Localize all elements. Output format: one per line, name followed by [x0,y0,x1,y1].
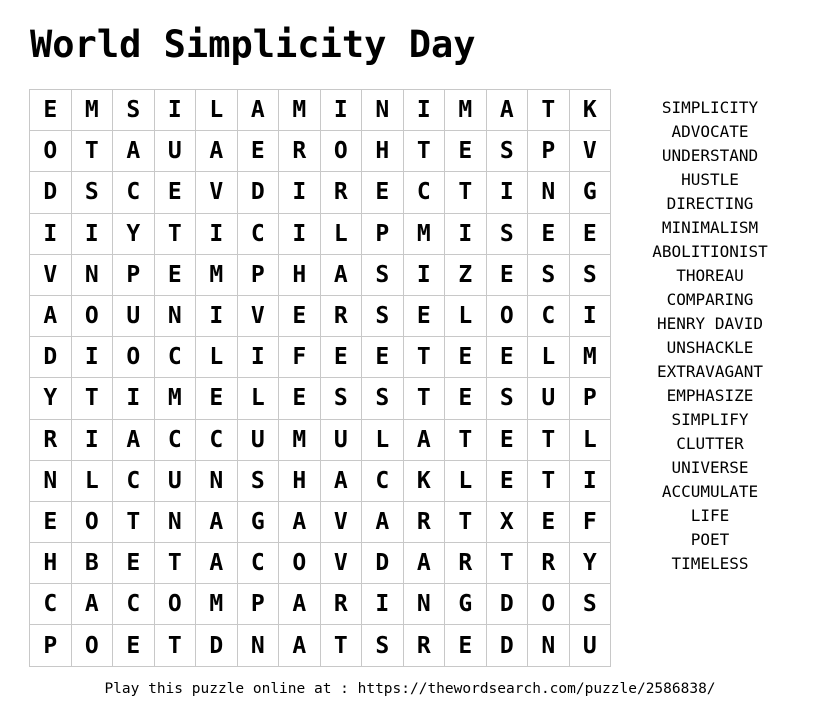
letter-grid [29,89,611,667]
grid-cell[interactable]: D [362,543,404,584]
grid-cell[interactable]: E [238,131,280,172]
grid-cell[interactable]: E [570,214,612,255]
grid-cell[interactable]: V [321,543,363,584]
grid-cell[interactable]: L [321,214,363,255]
grid-cell[interactable]: G [445,584,487,625]
grid-cell[interactable]: C [113,584,155,625]
word-list-item: LIFE [690,506,730,525]
grid-cell[interactable]: A [113,131,155,172]
grid-cell[interactable]: C [196,420,238,461]
grid-cell[interactable]: L [570,420,612,461]
grid-cell[interactable]: C [155,337,197,378]
grid-cell[interactable]: S [72,172,114,213]
grid-cell[interactable]: L [72,461,114,502]
grid-cell[interactable]: T [404,337,446,378]
grid-cell[interactable]: I [72,214,114,255]
grid-cell[interactable]: S [238,461,280,502]
grid-cell[interactable]: E [445,337,487,378]
grid-cell[interactable]: N [528,172,570,213]
grid-cell[interactable]: P [113,255,155,296]
grid-cell[interactable]: T [445,172,487,213]
grid-cell[interactable]: H [362,131,404,172]
grid-cell[interactable]: S [528,255,570,296]
grid-cell[interactable]: U [570,625,612,666]
word-list-item: ABOLITIONIST [652,242,768,261]
grid-cell[interactable]: N [155,296,197,337]
grid-cell[interactable]: I [113,378,155,419]
grid-cell[interactable]: M [279,90,321,131]
grid-cell[interactable]: R [321,584,363,625]
grid-cell[interactable]: I [279,214,321,255]
grid-cell[interactable]: A [279,502,321,543]
grid-cell[interactable]: I [72,420,114,461]
grid-cell[interactable]: E [445,131,487,172]
word-list-item: ADVOCATE [671,122,749,141]
grid-cell[interactable]: I [404,255,446,296]
grid-cell[interactable]: L [362,420,404,461]
grid-cell[interactable]: G [238,502,280,543]
grid-cell[interactable]: T [72,131,114,172]
grid-cell[interactable]: S [362,255,404,296]
grid-cell[interactable]: A [196,131,238,172]
grid-cell[interactable]: R [321,296,363,337]
grid-cell[interactable]: Y [30,378,72,419]
grid-cell[interactable]: E [196,378,238,419]
grid-cell[interactable]: A [196,502,238,543]
grid-cell[interactable]: N [362,90,404,131]
grid-cell[interactable]: U [528,378,570,419]
word-list-item: TIMELESS [671,554,749,573]
grid-cell[interactable]: A [404,420,446,461]
grid-cell[interactable]: L [445,461,487,502]
grid-cell[interactable]: T [487,543,529,584]
grid-cell[interactable]: C [238,214,280,255]
grid-cell[interactable]: C [30,584,72,625]
grid-cell[interactable]: C [404,172,446,213]
grid-cell[interactable]: S [113,90,155,131]
grid-cell[interactable]: I [238,337,280,378]
grid-cell[interactable]: S [321,378,363,419]
word-list-item: UNSHACKLE [666,338,754,357]
grid-cell[interactable]: Z [445,255,487,296]
grid-cell[interactable]: M [155,378,197,419]
grid-cell[interactable]: P [362,214,404,255]
grid-cell[interactable]: A [30,296,72,337]
grid-cell[interactable]: D [487,625,529,666]
grid-cell[interactable]: U [155,461,197,502]
grid-cell[interactable]: B [72,543,114,584]
grid-cell[interactable]: M [196,584,238,625]
grid-cell[interactable]: F [279,337,321,378]
grid-cell[interactable]: A [487,90,529,131]
grid-cell[interactable]: T [445,502,487,543]
grid-cell[interactable]: M [404,214,446,255]
grid-cell[interactable]: P [528,131,570,172]
grid-cell[interactable]: D [238,172,280,213]
grid-cell[interactable]: E [30,502,72,543]
grid-cell[interactable]: Y [570,543,612,584]
grid-cell[interactable]: D [30,172,72,213]
grid-cell[interactable]: V [30,255,72,296]
grid-cell[interactable]: S [487,214,529,255]
grid-cell[interactable]: R [404,625,446,666]
grid-cell[interactable]: E [279,296,321,337]
grid-cell[interactable]: A [321,461,363,502]
footer-link-text: Play this puzzle online at : https://thewordsearch.com/puzzle/2586838/ [104,681,716,697]
grid-cell[interactable]: N [196,461,238,502]
grid-cell[interactable]: T [445,420,487,461]
grid-cell[interactable]: I [321,90,363,131]
grid-cell[interactable]: T [528,90,570,131]
grid-cell[interactable]: T [528,420,570,461]
word-list-item: THOREAU [676,266,744,285]
grid-cell[interactable]: G [570,172,612,213]
word-list-item: HUSTLE [681,170,739,189]
grid-cell[interactable]: H [279,461,321,502]
grid-cell[interactable]: H [30,543,72,584]
word-list-item: SIMPLICITY [661,98,759,117]
grid-cell[interactable]: F [570,502,612,543]
grid-cell[interactable]: A [404,543,446,584]
grid-cell[interactable]: I [196,214,238,255]
grid-cell[interactable]: I [404,90,446,131]
grid-cell[interactable]: E [487,420,529,461]
grid-cell[interactable]: M [72,90,114,131]
word-list-item: HENRY DAVID [657,314,763,333]
grid-cell[interactable]: T [404,378,446,419]
grid-cell[interactable]: L [196,337,238,378]
grid-cell[interactable]: S [362,625,404,666]
grid-cell[interactable]: V [196,172,238,213]
grid-cell[interactable]: E [487,461,529,502]
grid-cell[interactable]: S [570,255,612,296]
grid-cell[interactable]: S [362,296,404,337]
grid-cell[interactable]: T [321,625,363,666]
grid-cell[interactable]: I [279,172,321,213]
grid-cell[interactable]: E [155,172,197,213]
grid-cell[interactable]: O [155,584,197,625]
grid-cell[interactable]: S [362,378,404,419]
grid-cell[interactable]: I [570,296,612,337]
word-list-item: EXTRAVAGANT [657,362,763,381]
grid-cell[interactable]: P [570,378,612,419]
grid-cell[interactable]: R [404,502,446,543]
grid-cell[interactable]: O [279,543,321,584]
grid-cell[interactable]: R [321,172,363,213]
word-list-item: ACCUMULATE [661,482,759,501]
word-list-item: DIRECTING [666,194,754,213]
grid-cell[interactable]: E [528,502,570,543]
grid-cell[interactable]: A [279,625,321,666]
grid-cell[interactable]: I [196,296,238,337]
grid-cell[interactable]: Y [113,214,155,255]
grid-cell[interactable]: E [321,337,363,378]
grid-cell[interactable]: N [528,625,570,666]
grid-cell[interactable]: N [238,625,280,666]
grid-cell[interactable]: E [155,255,197,296]
grid-cell[interactable]: A [113,420,155,461]
grid-cell[interactable]: S [487,378,529,419]
grid-cell[interactable]: O [72,502,114,543]
grid-cell[interactable]: E [487,337,529,378]
grid-cell[interactable]: T [155,214,197,255]
grid-cell[interactable]: E [362,337,404,378]
grid-cell[interactable]: U [321,420,363,461]
grid-cell[interactable]: E [113,543,155,584]
puzzle-title: World Simplicity Day [30,23,476,66]
grid-cell[interactable]: K [570,90,612,131]
grid-cell[interactable]: A [196,543,238,584]
grid-cell[interactable]: O [321,131,363,172]
grid-cell[interactable]: C [155,420,197,461]
grid-cell[interactable]: A [72,584,114,625]
grid-cell[interactable]: A [279,584,321,625]
grid-cell[interactable]: O [487,296,529,337]
word-list-item: COMPARING [666,290,754,309]
grid-cell[interactable]: T [404,131,446,172]
grid-cell[interactable]: S [570,584,612,625]
word-list-item: SIMPLIFY [671,410,749,429]
word-list-item: EMPHASIZE [666,386,754,405]
grid-cell[interactable]: T [72,378,114,419]
grid-cell[interactable]: A [238,90,280,131]
grid-cell[interactable]: C [362,461,404,502]
grid-cell[interactable]: L [528,337,570,378]
grid-cell[interactable]: N [30,461,72,502]
grid-cell[interactable]: I [30,214,72,255]
grid-cell[interactable]: A [321,255,363,296]
grid-cell[interactable]: N [72,255,114,296]
grid-cell[interactable]: T [528,461,570,502]
grid-cell[interactable]: C [113,461,155,502]
grid-cell[interactable]: A [362,502,404,543]
grid-cell[interactable]: M [445,90,487,131]
grid-cell[interactable]: H [279,255,321,296]
grid-cell[interactable]: K [404,461,446,502]
grid-cell[interactable]: C [113,172,155,213]
word-list [640,96,780,576]
grid-cell[interactable]: L [238,378,280,419]
grid-cell[interactable]: P [238,584,280,625]
grid-cell[interactable]: L [196,90,238,131]
grid-cell[interactable]: M [570,337,612,378]
grid-cell[interactable]: E [404,296,446,337]
grid-cell[interactable]: N [404,584,446,625]
grid-cell[interactable]: O [30,131,72,172]
grid-cell[interactable]: T [155,625,197,666]
word-list-item: UNDERSTAND [661,146,759,165]
grid-cell[interactable]: R [528,543,570,584]
grid-cell[interactable]: S [487,131,529,172]
grid-cell[interactable]: I [445,214,487,255]
word-list-item: UNIVERSE [671,458,749,477]
grid-cell[interactable]: V [321,502,363,543]
grid-cell[interactable]: I [72,337,114,378]
grid-cell[interactable]: X [487,502,529,543]
grid-cell[interactable]: C [528,296,570,337]
grid-cell[interactable]: V [570,131,612,172]
grid-cell[interactable]: T [155,543,197,584]
grid-cell[interactable]: P [30,625,72,666]
grid-cell[interactable]: U [155,131,197,172]
grid-cell[interactable]: T [113,502,155,543]
grid-cell[interactable]: O [113,337,155,378]
grid-cell[interactable]: D [196,625,238,666]
word-list-item: POET [690,530,730,549]
grid-cell[interactable]: O [72,625,114,666]
grid-cell[interactable]: E [487,255,529,296]
grid-cell[interactable]: E [445,378,487,419]
grid-cell[interactable]: E [113,625,155,666]
grid-cell[interactable]: I [487,172,529,213]
word-list-item: CLUTTER [676,434,744,453]
grid-cell[interactable]: E [279,378,321,419]
grid-cell[interactable]: L [445,296,487,337]
grid-cell[interactable]: I [570,461,612,502]
grid-cell[interactable]: E [445,625,487,666]
grid-cell[interactable]: O [528,584,570,625]
grid-cell[interactable]: D [30,337,72,378]
grid-cell[interactable]: I [362,584,404,625]
grid-cell[interactable]: P [238,255,280,296]
grid-cell[interactable]: I [155,90,197,131]
grid-cell[interactable]: M [196,255,238,296]
grid-cell[interactable]: U [238,420,280,461]
grid-cell[interactable]: R [279,131,321,172]
grid-cell[interactable]: R [30,420,72,461]
grid-cell[interactable]: R [445,543,487,584]
word-list-item: MINIMALISM [661,218,759,237]
grid-cell[interactable]: E [528,214,570,255]
grid-cell[interactable]: U [113,296,155,337]
grid-cell[interactable]: M [279,420,321,461]
grid-cell[interactable]: D [487,584,529,625]
grid-cell[interactable]: E [362,172,404,213]
grid-cell[interactable]: O [72,296,114,337]
grid-cell[interactable]: V [238,296,280,337]
grid-cell[interactable]: N [155,502,197,543]
grid-cell[interactable]: C [238,543,280,584]
grid-cell[interactable]: E [30,90,72,131]
